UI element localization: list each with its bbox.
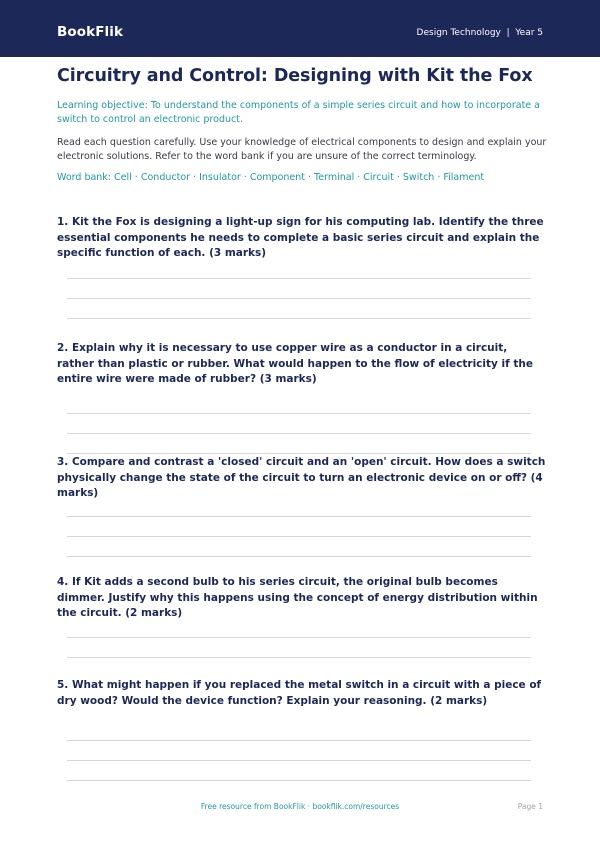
answer-line[interactable] (67, 278, 531, 279)
page-title: Circuitry and Control: Designing with Kit the Fox (57, 66, 533, 86)
question-4: 4. If Kit adds a second bulb to his series circuit, the original bulb becomes dimmer. Justify why this happens using the concept of energy distribution within the circuit. (2 marks) (57, 576, 538, 620)
subject-year-label: Design Technology | Year 5 (416, 28, 543, 38)
question-2: 2. Explain why it is necessary to use copper wire as a conductor in a circuit, rather than plastic or rubber. What would happen to the flow of electricity if the entire wire were made of rubber? (3 marks) (57, 342, 533, 386)
question-1: 1. Kit the Fox is designing a light-up sign for his computing lab. Identify the three essential components he needs to complete a basic series circuit and explain the specific function of each. (3 marks) (57, 216, 544, 260)
learning-objective: Learning objective: To understand the components of a simple series circuit and how to incorporate a switch to control an electronic product. (57, 100, 540, 125)
answer-line[interactable] (67, 657, 531, 658)
brand-logo: BookFlik (57, 24, 124, 40)
answer-line[interactable] (67, 298, 531, 299)
word-bank: Word bank: Cell · Conductor · Insulator · Component · Terminal · Circuit · Switch · Filament (57, 172, 485, 183)
answer-line[interactable] (67, 556, 531, 557)
answer-line[interactable] (67, 453, 531, 454)
answer-line[interactable] (67, 740, 531, 741)
answer-line[interactable] (67, 516, 531, 517)
answer-line[interactable] (67, 536, 531, 537)
page-number: Page 1 (517, 802, 543, 811)
answer-line[interactable] (67, 433, 531, 434)
answer-line[interactable] (67, 318, 531, 319)
answer-line[interactable] (67, 637, 531, 638)
answer-line[interactable] (67, 413, 531, 414)
answer-line[interactable] (67, 760, 531, 761)
question-5: 5. What might happen if you replaced the metal switch in a circuit with a piece of dry wood? Would the device function? Explain your reasoning. (2 marks) (57, 679, 542, 707)
footer-credit: Free resource from BookFlik · bookflik.com/resources (200, 802, 400, 811)
instructions: Read each question carefully. Use your knowledge of electrical components to design and explain your electronic solutions. Refer to the word bank if you are unsure of the correct terminology. (57, 137, 547, 162)
header-bar (0, 0, 600, 57)
answer-line[interactable] (67, 780, 531, 781)
question-3: 3. Compare and contrast a 'closed' circuit and an 'open' circuit. How does a switch physically change the state of the circuit to turn an electronic device on or off? (4 marks) (57, 456, 546, 500)
